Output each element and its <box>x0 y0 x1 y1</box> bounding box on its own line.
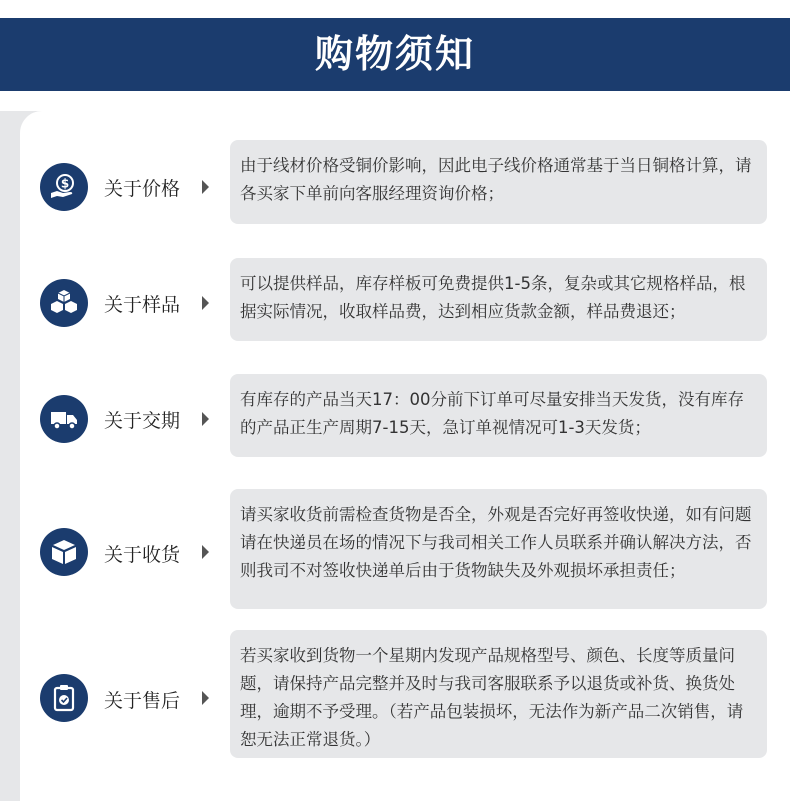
info-text-box: 若买家收到货物一个星期内发现产品规格型号、颜色、长度等质量问题，请保持产品完整并及时与我司客服联系予以退货或补货、换货处理，逾期不予受理。（若产品包装损坏，无法作为新产品二次销售，请恕无法正常退货。） <box>230 630 767 758</box>
package-icon <box>40 528 88 576</box>
page-title: 购物须知 <box>314 32 475 76</box>
info-text-box: 由于线材价格受铜价影响，因此电子线价格通常基于当日铜格计算，请各买家下单前向客服经理资询价格； <box>230 140 767 224</box>
chevron-right-icon <box>202 691 209 705</box>
clipboard-check-icon <box>40 674 88 722</box>
info-text-box: 有库存的产品当天17：00分前下订单可尽量安排当天发货，没有库存的产品正生产周期7-15天，急订单视情况可1-3天发货； <box>230 374 767 457</box>
chevron-right-icon <box>202 412 209 426</box>
cubes-icon <box>40 279 88 327</box>
info-label: 关于交期 <box>104 410 181 432</box>
dollar-hand-icon <box>40 163 88 211</box>
info-label: 关于样品 <box>104 294 181 316</box>
page-header <box>0 18 790 91</box>
chevron-right-icon <box>202 180 209 194</box>
truck-icon <box>40 395 88 443</box>
svg-text:$: $ <box>60 176 70 191</box>
info-label: 关于价格 <box>104 178 181 200</box>
info-text-box: 请买家收货前需检查货物是否全，外观是否完好再签收快递，如有问题请在快递员在场的情况下与我司相关工作人员联系并确认解决方法，否则我司不对签收快递单后由于货物缺失及外观损坏承担责任； <box>230 489 767 609</box>
info-text-box: 可以提供样品，库存样板可免费提供1-5条，复杂或其它规格样品，根据实际情况，收取样品费，达到相应货款金额，样品费退还； <box>230 258 767 341</box>
info-label: 关于收货 <box>104 544 181 566</box>
chevron-right-icon <box>202 545 209 559</box>
info-label: 关于售后 <box>104 690 181 712</box>
chevron-right-icon <box>202 296 209 310</box>
